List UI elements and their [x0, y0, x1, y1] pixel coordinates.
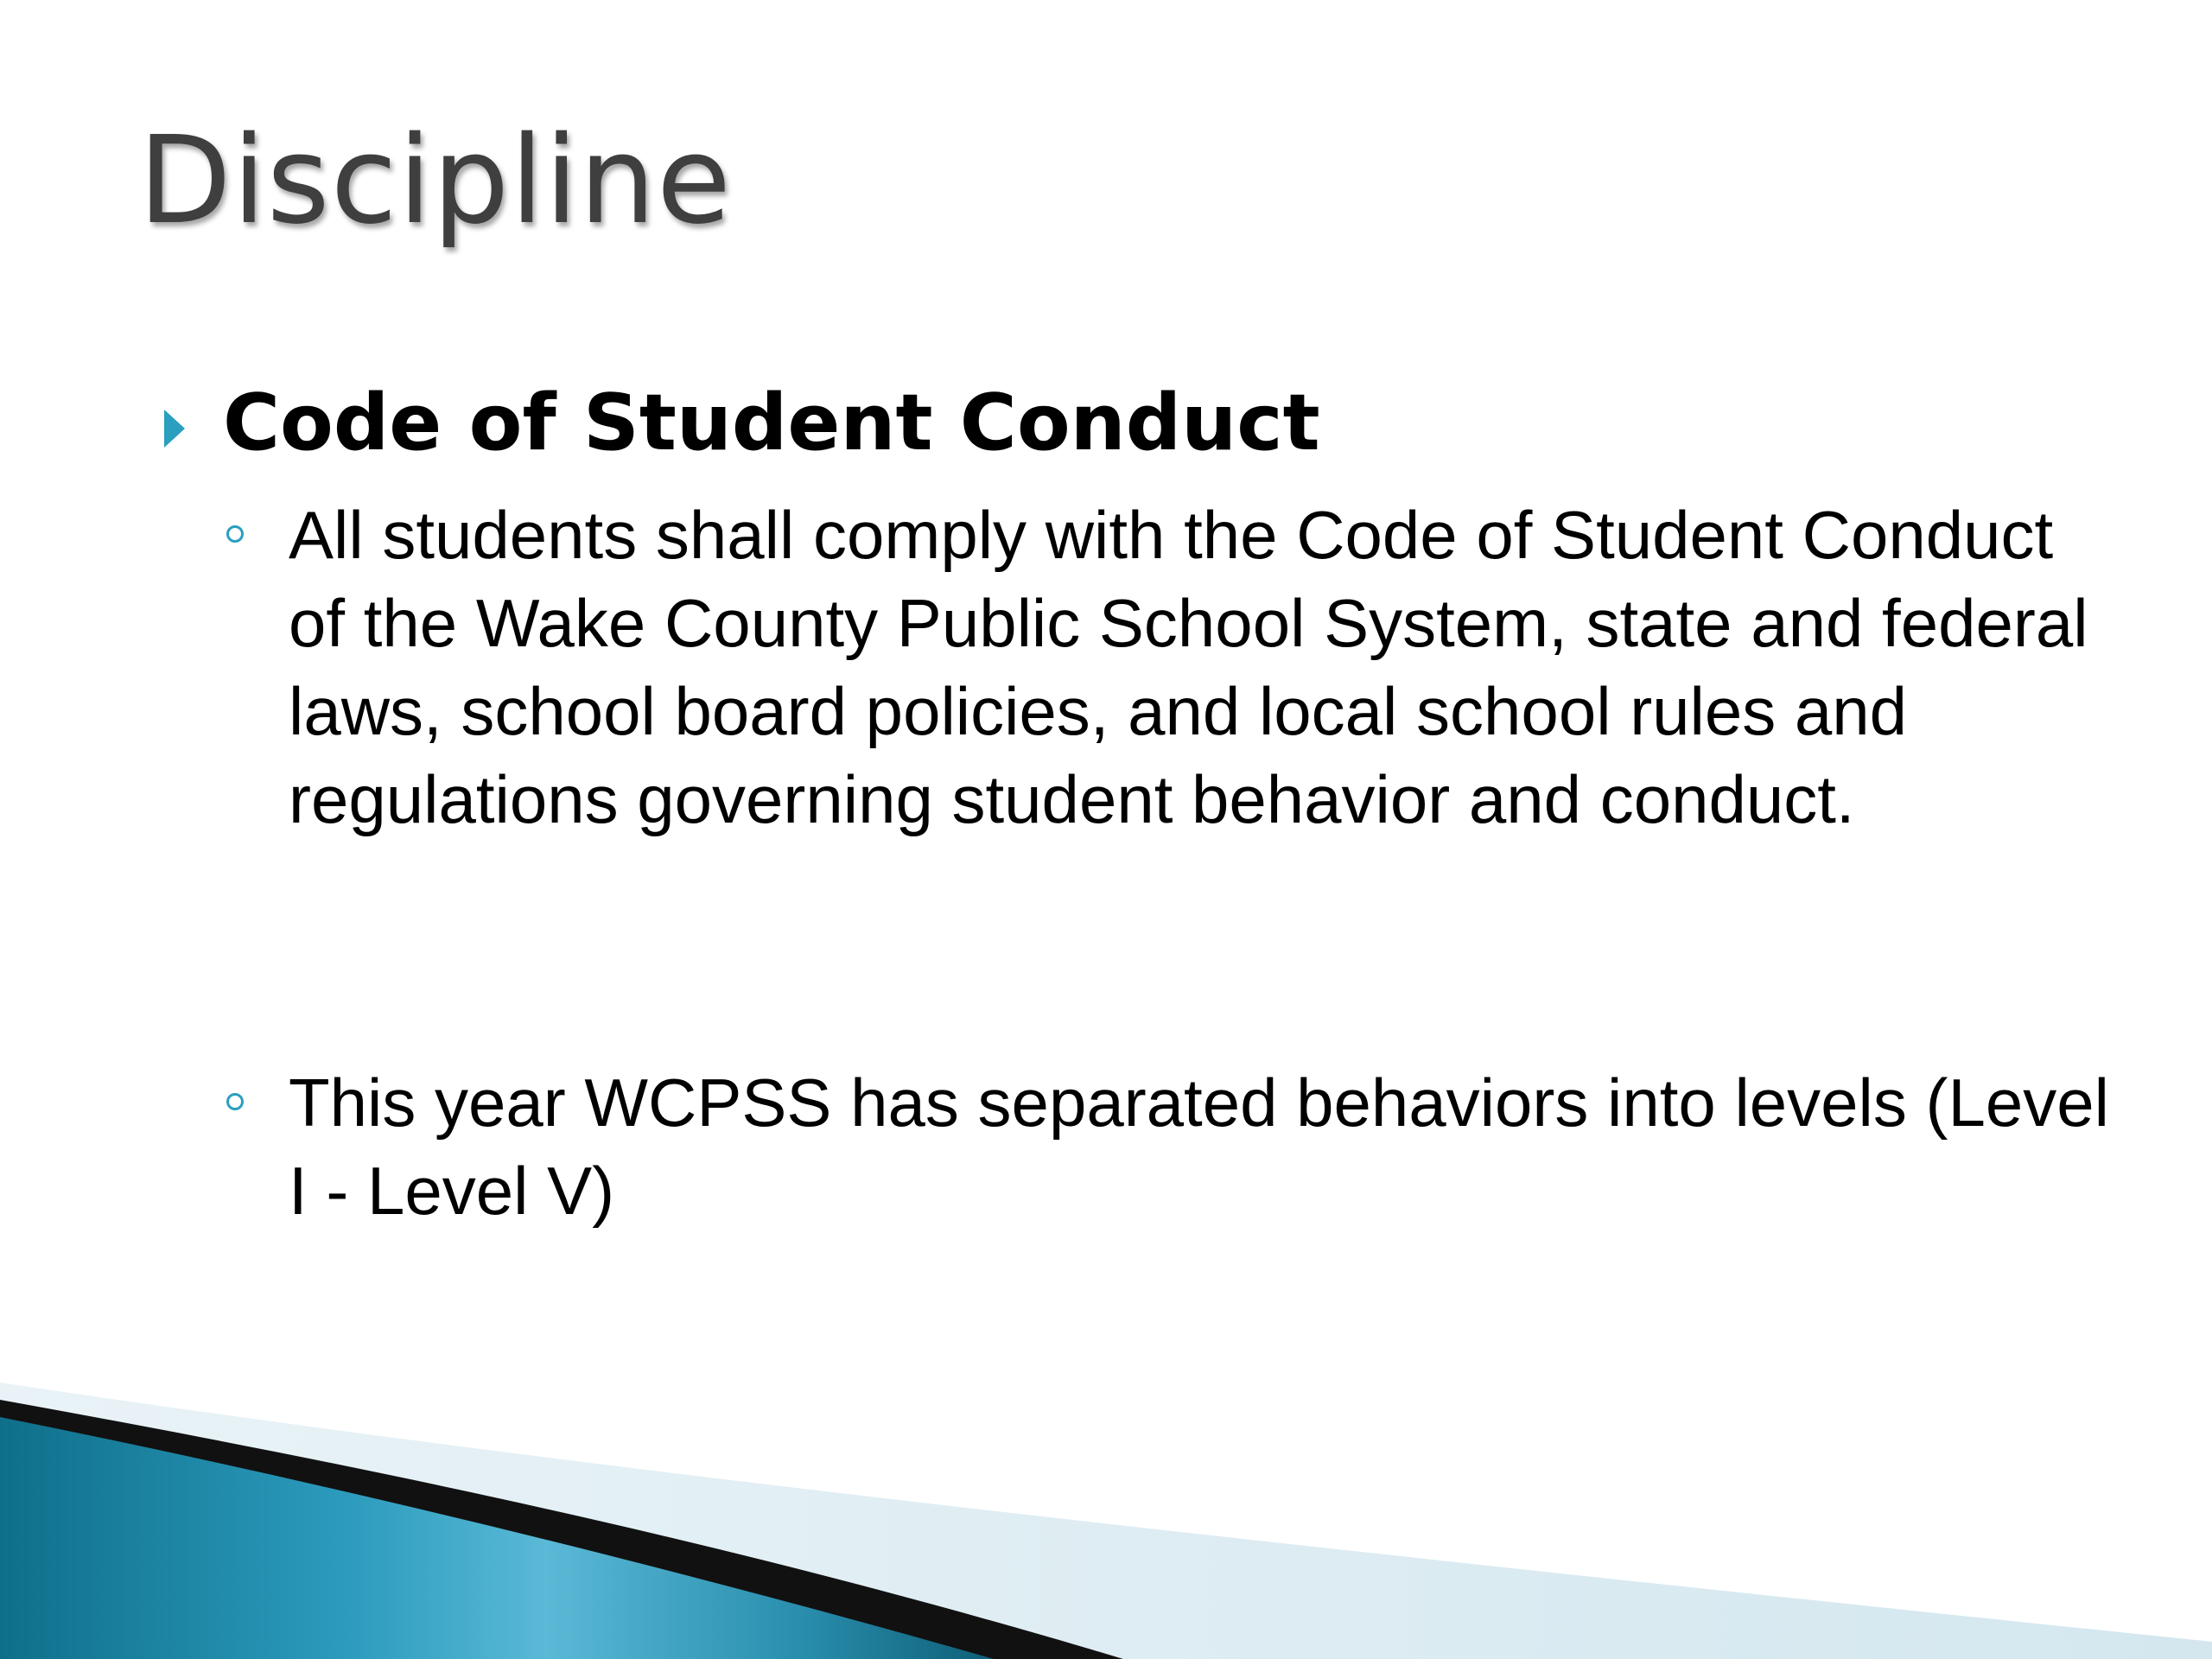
hollow-circle-icon [226, 525, 244, 543]
sub-bullet-levels [226, 1058, 2127, 1235]
sub-bullet-text: All students shall comply with the Code of Student Conduct of the Wake County Public School System, state and federal laws, school board policies, and local school rules and regulations governing student behavior and conduct. [289, 497, 2088, 837]
decorative-wave [0, 1382, 2212, 1659]
triangle-right-icon [164, 410, 185, 448]
slide-title: Discipline [138, 111, 733, 251]
sub-bullet-text: This year WCPSS has separated behaviors into levels (Level I - Level V) [289, 1065, 2109, 1229]
sub-bullet-compliance [226, 491, 2127, 843]
bullet-level-1 [164, 380, 2108, 466]
hollow-circle-icon [226, 1093, 244, 1110]
bullet-heading: Code of Student Conduct [223, 378, 1320, 468]
